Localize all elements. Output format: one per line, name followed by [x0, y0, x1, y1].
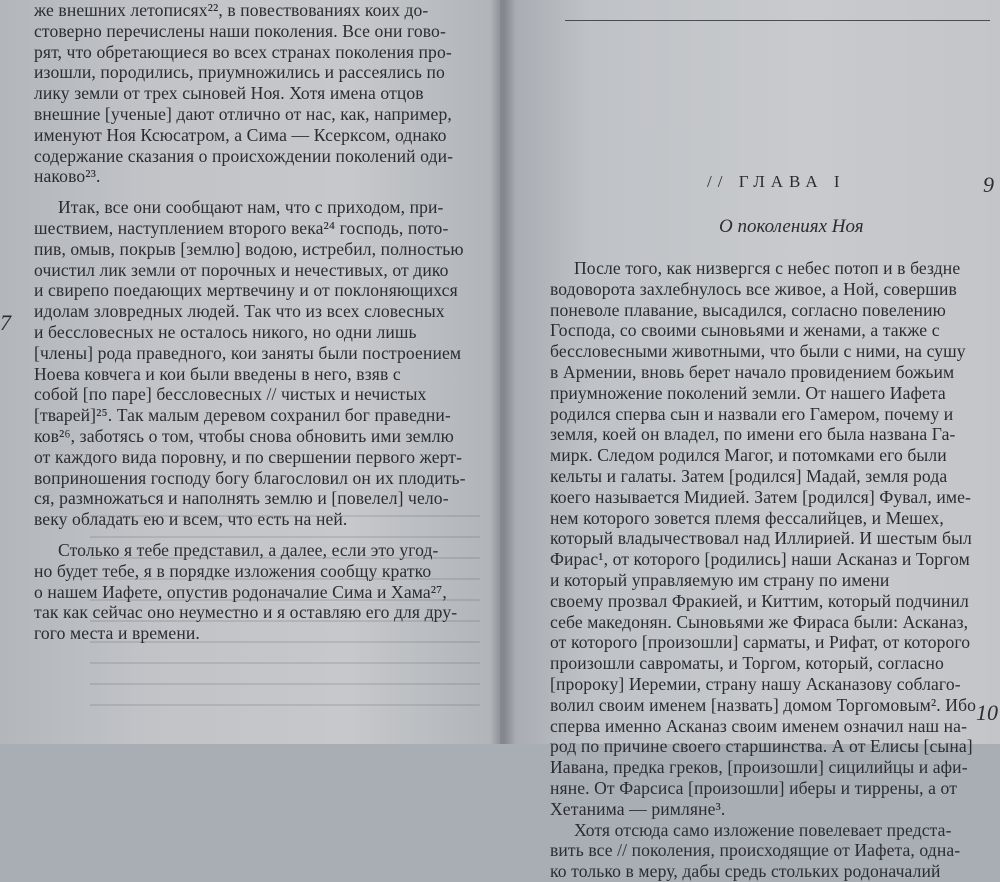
text-line: внешние [ученые] дают отлично от нас, как, например,: [34, 103, 452, 124]
right-page: [500, 0, 1000, 882]
text-line: [члены] рода праведного, кои заняты были построением: [34, 342, 462, 363]
header-rule: [565, 20, 990, 21]
text-line: себе македонян. Сыновьями же Фираса были: Асканаз,: [550, 611, 969, 632]
text-line: вить все // поколения, происходящие от Иафета, одна-: [550, 840, 961, 861]
text-line: Господа, со своими сыновьями и женами, а также с: [550, 320, 940, 341]
text-line: земля, коей он владел, по имени его была названа Га-: [550, 424, 956, 445]
left-page-text: [34, 0, 474, 644]
text-line: от которого [произошли] сарматы, и Рифат, от которого: [550, 632, 971, 653]
text-line: же внешних летописях²², в повествованиях коих до-: [34, 0, 429, 20]
right-margin-page-number-bottom: 10: [976, 700, 998, 725]
text-line: [пророку] Иеремии, страну нашу Асканазову соблаго-: [550, 673, 961, 694]
text-line: волил своим именем [назвать] домом Торгомовым². Ибо: [550, 694, 977, 715]
left-page: [0, 0, 500, 744]
text-line: [тварей]²⁵. Так малым деревом сохранил бог праведни-: [34, 405, 451, 426]
text-line: водоворота захлебнулось все живое, а Ной, совершив: [550, 278, 957, 299]
book-gutter: [490, 0, 516, 744]
text-line: Иавана, предка греков, [произошли] сицилийцы и афи-: [550, 757, 968, 778]
section-title: О поколениях Ноя: [719, 216, 864, 237]
text-line: шествием, наступлением второго века²⁴ господь, пото-: [34, 217, 449, 238]
text-line: гого места и времени.: [34, 623, 200, 644]
text-line: который владычествовал над Иллирией. И шестым был: [550, 528, 972, 549]
text-line: именуют Ноя Ксюсатром, а Сима — Ксерксом, однако: [34, 124, 447, 145]
text-line: лику земли от трех сыновей Ноя. Хотя имена отцов: [34, 83, 424, 104]
text-line: идолам зловредных людей. Так что из всех словесных: [34, 301, 445, 322]
right-margin-page-number-top: 9: [983, 172, 994, 197]
text-line: и бессловесных не осталось никого, но одни лишь: [34, 321, 417, 342]
text-line: няне. От Фарсиса [произошли] иберы и тиррены, а от: [550, 777, 957, 798]
text-line: своему прозвал Фракией, и Киттим, который подчинил: [550, 590, 969, 611]
text-line: нем которого зовется племя фессалийцев, и Мешех,: [550, 507, 944, 528]
text-line: Итак, все они сообщают нам, что с приходом, при-: [58, 197, 444, 218]
text-line: но будет тебе, я в порядке изложения сообщу кратко: [34, 560, 432, 581]
left-margin-page-number: 7: [0, 310, 11, 335]
text-line: очистил лик земли от порочных и нечестивых, от дико: [34, 259, 449, 280]
text-line: Хетанима — римляне³.: [550, 798, 726, 819]
text-line: родился сперва сын и назвали его Гамером, почему и: [550, 403, 954, 424]
text-line: Фирас¹, от которого [родились] наши Асканаз и Торгом: [550, 549, 970, 570]
text-line: род по причине своего старшинства. А от Елисы [сына]: [550, 736, 973, 757]
text-line: сперва именно Асканаз своим именем означил наш на-: [550, 715, 968, 736]
text-line: рят, что обретающиеся во всех странах поколения про-: [34, 41, 452, 62]
text-line: Ноева ковчега и кои были введены в него, взяв с: [34, 363, 401, 384]
text-line: и который управляемую им страну по имени: [550, 569, 890, 590]
text-line: содержание сказания о происхождении поколений оди-: [34, 145, 454, 166]
text-line: ко только в меру, дабы средь стольких родоначалий: [550, 861, 941, 882]
text-line: мирк. Следом родился Магог, и потомками его были: [550, 445, 947, 466]
text-line: После того, как низвергся с небес потоп и в бездне: [574, 258, 961, 278]
text-line: веку обладать ею и всем, что есть на ней.: [34, 509, 348, 530]
text-line: ся, размножаться и наполнять землю и [повелел] чело-: [34, 488, 449, 509]
text-line: изошли, породились, приумножились и рассеялись по: [34, 62, 445, 83]
text-line: бессловесными животными, что были с ними, на сушу: [550, 341, 966, 362]
text-line: Хотя отсюда само изложение повелевает предста-: [574, 819, 952, 840]
text-line: произошли савроматы, и Торгом, который, согласно: [550, 653, 944, 674]
text-line: и свирепо поедающих мертвечину и от поклоняющихся: [34, 280, 458, 301]
text-line: стоверно перечислены наши поколения. Все они гово-: [34, 20, 446, 41]
text-line: в Армении, вновь берет начало провидением божьим: [550, 361, 955, 382]
text-line: пив, омыв, покрыв [землю] водою, истребил, полностью: [34, 238, 464, 259]
text-line: поневоле плавание, высадился, согласно повелению: [550, 299, 946, 320]
right-page-text: [550, 258, 992, 882]
text-line: коего называется Мидией. Затем [родился] Фувал, име-: [550, 486, 971, 507]
text-line: так как сейчас оно неуместно и я оставляю его для дру-: [34, 602, 458, 623]
paragraph-gap: [34, 187, 474, 197]
text-line: ков²⁶, заботясь о том, чтобы снова обновить ими землю: [34, 425, 454, 446]
text-line: собой [по паре] бессловесных // чистых и нечистых: [34, 384, 427, 405]
text-line: Столько я тебе представил, а далее, если это угод-: [58, 539, 439, 560]
chapter-heading: // ГЛАВА I: [707, 172, 846, 191]
text-line: воприношения господу богу благословил он их плодить-: [34, 467, 466, 488]
text-line: от каждого вида поровну, и по свершении первого жерт-: [34, 446, 463, 467]
text-line: кельты и галаты. Затем [родился] Мадай, земля рода: [550, 465, 948, 486]
text-line: приумножение поколений земли. От нашего Иафета: [550, 382, 946, 403]
paragraph-gap: [34, 530, 474, 540]
text-line: о нашем Иафете, опустив родоначалие Сима и Хама²⁷,: [34, 581, 447, 602]
text-line: наково²³.: [34, 166, 101, 187]
